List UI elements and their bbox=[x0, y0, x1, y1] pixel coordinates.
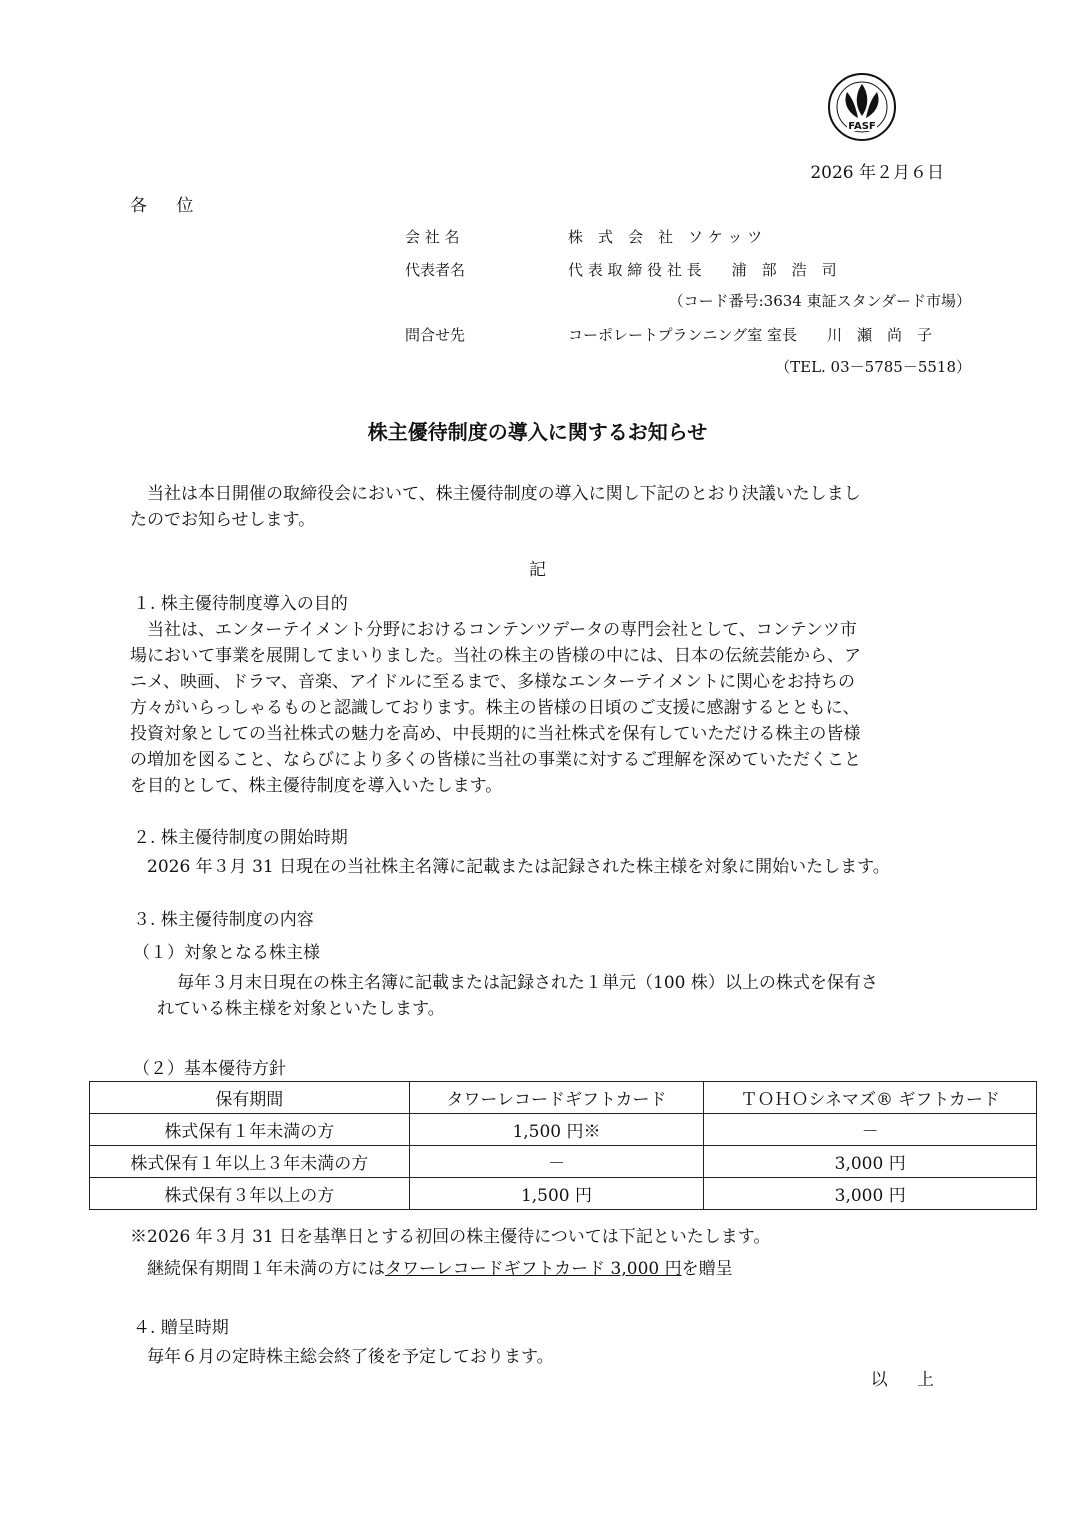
note-suffix: を贈呈 bbox=[681, 1259, 733, 1279]
table-cell: 3,000 円 bbox=[704, 1178, 1037, 1210]
table-header-row bbox=[90, 1082, 1037, 1114]
contact-value: コーポレートプランニング室 室長 川 瀬 尚 子 bbox=[568, 326, 933, 344]
section1-line: の増加を図ること、ならびにより多くの皆様に当社の事業に対するご理解を深めていただくこと bbox=[130, 750, 861, 770]
representative-label: 代表者名 bbox=[405, 261, 466, 279]
target-shareholders-heading: （１）対象となる株主様 bbox=[133, 943, 320, 963]
section4-body: 毎年６月の定時株主総会終了後を予定しております。 bbox=[147, 1347, 554, 1367]
target-shareholders-line: れている株主様を対象といたします。 bbox=[157, 999, 445, 1019]
section1-line: 場において事業を展開してまいりました。当社の株主の皆様の中には、日本の伝統芸能から、ア bbox=[130, 646, 861, 666]
table-cell: 3,000 円 bbox=[704, 1146, 1037, 1178]
table-cell: 株式保有３年以上の方 bbox=[90, 1178, 410, 1210]
table-cell: 1,500 円 bbox=[409, 1178, 704, 1210]
section3-heading: ３. 株主優待制度の内容 bbox=[133, 910, 314, 930]
table-header: ＴＯＨＯシネマズ® ギフトカード bbox=[704, 1082, 1037, 1114]
section1-heading: １. 株主優待制度導入の目的 bbox=[133, 594, 348, 614]
target-shareholders-line: 毎年３月末日現在の株主名簿に記載または記録された１単元（100 株）以上の株式を保有さ bbox=[177, 973, 878, 993]
representative-value: 代 表 取 締 役 社 長 浦 部 浩 司 bbox=[568, 261, 837, 279]
note-prefix: 継続保有期間１年未満の方には bbox=[147, 1259, 385, 1279]
first-benefit-note: ※2026 年３月 31 日を基準日とする初回の株主優待については下記といたします。 bbox=[130, 1227, 771, 1247]
section1-line: 投資対象としての当社株式の魅力を高め、中長期的に当社株式を保有していただける株主の皆様 bbox=[130, 724, 861, 744]
note-underlined: タワーレコードギフトカード 3,000 円 bbox=[385, 1259, 682, 1279]
table-header: 保有期間 bbox=[90, 1082, 410, 1114]
table-cell: － bbox=[409, 1146, 704, 1178]
section1-line: を目的として、株主優待制度を導入いたします。 bbox=[130, 776, 503, 796]
record-mark: 記 bbox=[529, 560, 546, 580]
table-cell: 1,500 円※ bbox=[409, 1114, 704, 1146]
section1-line: ニメ、映画、ドラマ、音楽、アイドルに至るまで、多様なエンターテイメントに関心をお持ちの bbox=[130, 672, 856, 692]
table-cell: － bbox=[704, 1114, 1037, 1146]
intro-paragraph bbox=[130, 481, 950, 533]
addressee: 各 位 bbox=[130, 196, 206, 216]
telephone: （TEL. 03－5785－5518） bbox=[775, 358, 971, 376]
table-row bbox=[90, 1114, 1037, 1146]
section1-body bbox=[130, 617, 950, 799]
benefits-table bbox=[89, 1081, 1037, 1210]
first-benefit-detail bbox=[147, 1254, 733, 1279]
closing-mark: 以 上 bbox=[870, 1370, 946, 1390]
intro-line: たのでお知らせします。 bbox=[130, 510, 316, 530]
contact-label: 問合せ先 bbox=[405, 326, 466, 344]
table-cell: 株式保有１年未満の方 bbox=[90, 1114, 410, 1146]
intro-line: 当社は本日開催の取締役会において、株主優待制度の導入に関し下記のとおり決議いたしまし bbox=[147, 484, 861, 504]
fasf-logo bbox=[825, 72, 900, 142]
section2-body: 2026 年３月 31 日現在の当社株主名簿に記載または記録された株主様を対象に開始いたします。 bbox=[147, 857, 890, 877]
company-value: 株 式 会 社 ソ ケ ッ ツ bbox=[568, 228, 763, 246]
section1-line: 当社は、エンターテイメント分野におけるコンテンツデータの専門会社として、コンテンツ市 bbox=[147, 620, 857, 640]
section1-line: 方々がいらっしゃるものと認識しております。株主の皆様の日頃のご支援に感謝するとともに、 bbox=[130, 698, 860, 718]
issue-date: 2026 年２月６日 bbox=[810, 163, 944, 183]
company-label: 会 社 名 bbox=[405, 228, 460, 246]
section2-heading: ２. 株主優待制度の開始時期 bbox=[133, 828, 348, 848]
section4-heading: ４. 贈呈時期 bbox=[133, 1318, 229, 1338]
table-cell: 株式保有１年以上３年未満の方 bbox=[90, 1146, 410, 1178]
securities-code: （コード番号:3634 東証スタンダード市場） bbox=[668, 292, 971, 310]
basic-policy-heading: （２）基本優待方針 bbox=[133, 1059, 286, 1079]
leaf-seal-icon bbox=[825, 72, 900, 142]
table-row bbox=[90, 1146, 1037, 1178]
table-row bbox=[90, 1178, 1037, 1210]
logo-text: FASF bbox=[848, 121, 876, 132]
table-header: タワーレコードギフトカード bbox=[409, 1082, 704, 1114]
page-title: 株主優待制度の導入に関するお知らせ bbox=[367, 420, 708, 444]
